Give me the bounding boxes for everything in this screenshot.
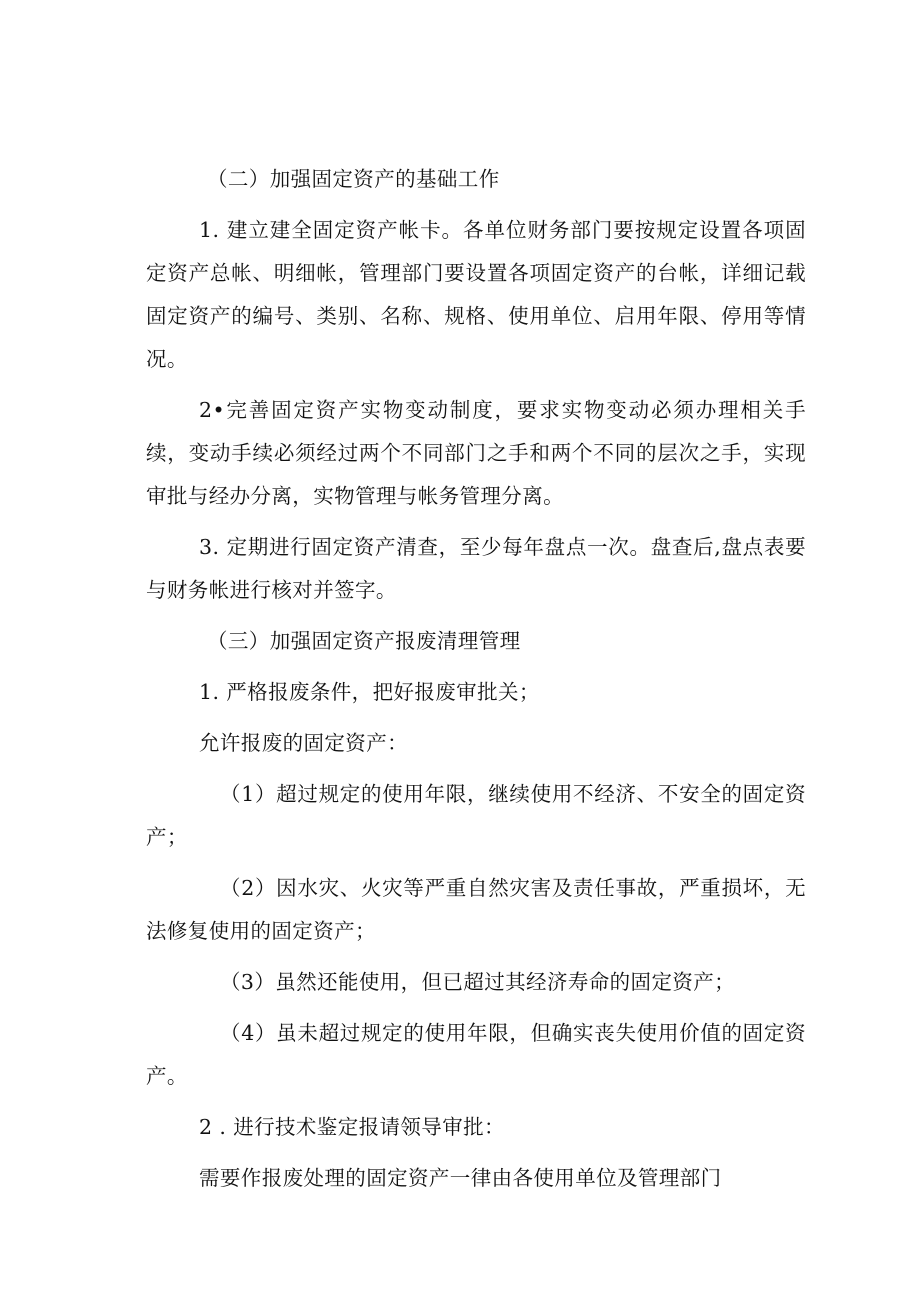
paragraph-condition-2: （2）因水灾、火灾等严重自然灾害及责任事故，严重损坏，无法修复使用的固定资产； [146,876,806,943]
document-body [146,158,806,1200]
paragraph-item-2: 2•完善固定资产实物变动制度，要求实物变动必须办理相关手续，变动手续必须经过两个不同部门之手和两个不同的层次之手，实现审批与经办分离，实物管理与帐务管理分离。 [146,398,806,508]
paragraph-item-1: 1. 建立建全固定资产帐卡。各单位财务部门要按规定设置各项固定资产总帐、明细帐，管理部门要设置各项固定资产的台帐，详细记载固定资产的编号、类别、名称、规格、使用单位、启用年限、停用等情况。 [146,218,806,371]
paragraph-condition-1: （1）超过规定的使用年限，继续使用不经济、不安全的固定资产； [146,782,806,849]
section-heading-3: （三）加强固定资产报废清理管理 [207,629,521,653]
section-heading-2: （二）加强固定资产的基础工作 [207,167,500,191]
paragraph-condition-4: （4）虽未超过规定的使用年限，但确实丧失使用价值的固定资产。 [146,1021,806,1088]
paragraph-condition-3: （3）虽然还能使用，但已超过其经济寿命的固定资产； [220,970,736,994]
paragraph-scrap-item-1: 1. 严格报废条件，把好报废审批关； [199,680,540,704]
paragraph-item-3: 3. 定期进行固定资产清查，至少每年盘点一次。盘查后,盘点表要与财务帐进行核对并签字。 [146,535,806,602]
paragraph-allowed-intro: 允许报废的固定资产： [199,731,408,755]
paragraph-scrap-item-2-text: 需要作报废处理的固定资产一律由各使用单位及管理部门 [199,1166,722,1190]
paragraph-scrap-item-2: 2 . 进行技术鉴定报请领导审批： [199,1115,505,1139]
